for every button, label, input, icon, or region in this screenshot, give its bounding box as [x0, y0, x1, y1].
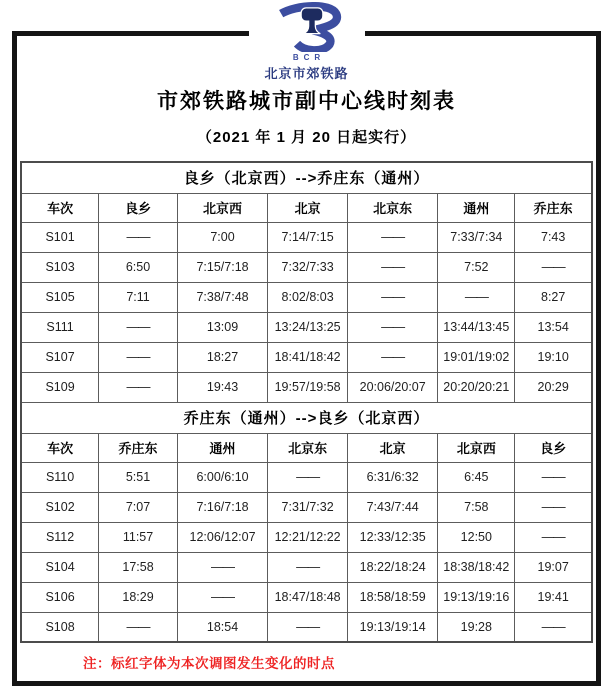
- time-cell: 7:38/7:48: [177, 282, 267, 312]
- column-header: 北京: [348, 433, 438, 462]
- section-title: 良乡（北京西）-->乔庄东（通州）: [21, 162, 592, 193]
- time-cell: ——: [515, 492, 592, 522]
- train-number: S104: [21, 552, 99, 582]
- table-row: [21, 222, 592, 252]
- train-number: S108: [21, 612, 99, 642]
- time-cell: ——: [99, 342, 178, 372]
- table-row: [21, 462, 592, 492]
- time-cell: ——: [438, 282, 515, 312]
- section-header-row: [21, 162, 592, 193]
- time-cell: 6:31/6:32: [348, 462, 438, 492]
- time-cell: 19:57/19:58: [268, 372, 348, 402]
- time-cell: ——: [348, 312, 438, 342]
- brand-logo: [248, 2, 364, 82]
- time-cell: ——: [177, 582, 267, 612]
- time-cell: ——: [348, 342, 438, 372]
- time-cell: ——: [268, 462, 348, 492]
- train-number: S103: [21, 252, 99, 282]
- time-cell: 8:27: [515, 282, 592, 312]
- time-cell: 7:43/7:44: [348, 492, 438, 522]
- time-cell: 13:09: [177, 312, 267, 342]
- time-cell: 7:52: [438, 252, 515, 282]
- time-cell: ——: [348, 282, 438, 312]
- table-row: [21, 312, 592, 342]
- time-cell: 18:38/18:42: [438, 552, 515, 582]
- time-cell: 19:43: [177, 372, 267, 402]
- column-header: 乔庄东: [99, 433, 178, 462]
- section-title: 乔庄东（通州）-->良乡（北京西）: [21, 402, 592, 433]
- time-cell: 7:07: [99, 492, 178, 522]
- train-number: S101: [21, 222, 99, 252]
- border-frame: [12, 31, 601, 686]
- time-cell: 12:50: [438, 522, 515, 552]
- time-cell: 7:00: [177, 222, 267, 252]
- time-cell: 11:57: [99, 522, 178, 552]
- time-cell: ——: [515, 612, 592, 642]
- logo-org-name: 北京市郊铁路: [264, 66, 349, 81]
- train-number: S107: [21, 342, 99, 372]
- time-cell: 13:44/13:45: [438, 312, 515, 342]
- time-cell: ——: [348, 222, 438, 252]
- time-cell: 12:33/12:35: [348, 522, 438, 552]
- table-row: [21, 522, 592, 552]
- column-header: 北京东: [348, 193, 438, 222]
- train-number: S110: [21, 462, 99, 492]
- footnote: 注：标红字体为本次调图发生变化的时点: [83, 656, 335, 671]
- time-cell: ——: [99, 372, 178, 402]
- column-header-row: [21, 193, 592, 222]
- effective-date: （2021 年 1 月 20 日起实行）: [196, 129, 417, 146]
- table-row: [21, 282, 592, 312]
- time-cell: 12:21/12:22: [268, 522, 348, 552]
- time-cell: ——: [268, 612, 348, 642]
- column-header: 车次: [21, 433, 99, 462]
- column-header-row: [21, 433, 592, 462]
- time-cell: 19:28: [438, 612, 515, 642]
- time-cell: 8:02/8:03: [268, 282, 348, 312]
- table-row: [21, 612, 592, 642]
- time-cell: 19:41: [515, 582, 592, 612]
- table-row: [21, 252, 592, 282]
- column-header: 车次: [21, 193, 99, 222]
- time-cell: 20:20/20:21: [438, 372, 515, 402]
- time-cell: ——: [177, 552, 267, 582]
- time-cell: ——: [99, 312, 178, 342]
- time-cell: 18:27: [177, 342, 267, 372]
- time-cell: ——: [99, 222, 178, 252]
- time-cell: 19:13/19:14: [348, 612, 438, 642]
- time-cell: 7:15/7:18: [177, 252, 267, 282]
- time-cell: 20:29: [515, 372, 592, 402]
- time-cell: 18:54: [177, 612, 267, 642]
- table-row: [21, 492, 592, 522]
- train-number: S106: [21, 582, 99, 612]
- timetable-body: [21, 162, 592, 642]
- column-header: 北京西: [438, 433, 515, 462]
- time-cell: 7:32/7:33: [268, 252, 348, 282]
- time-cell: 18:29: [99, 582, 178, 612]
- train-number: S105: [21, 282, 99, 312]
- time-cell: 7:58: [438, 492, 515, 522]
- column-header: 良乡: [515, 433, 592, 462]
- time-cell: 13:54: [515, 312, 592, 342]
- time-cell: 19:07: [515, 552, 592, 582]
- time-cell: 5:51: [99, 462, 178, 492]
- time-cell: 6:00/6:10: [177, 462, 267, 492]
- time-cell: 19:10: [515, 342, 592, 372]
- column-header: 北京: [268, 193, 348, 222]
- time-cell: ——: [515, 522, 592, 552]
- time-cell: 7:33/7:34: [438, 222, 515, 252]
- table-row: [21, 582, 592, 612]
- time-cell: ——: [99, 612, 178, 642]
- time-cell: 18:41/18:42: [268, 342, 348, 372]
- timetable: [20, 161, 593, 643]
- time-cell: ——: [268, 552, 348, 582]
- table-row: [21, 342, 592, 372]
- column-header: 北京东: [268, 433, 348, 462]
- column-header: 通州: [177, 433, 267, 462]
- time-cell: 18:47/18:48: [268, 582, 348, 612]
- time-cell: 20:06/20:07: [348, 372, 438, 402]
- time-cell: ——: [515, 252, 592, 282]
- table-row: [21, 372, 592, 402]
- bcr-railway-logo-icon: [271, 2, 341, 52]
- time-cell: ——: [348, 252, 438, 282]
- time-cell: 7:14/7:15: [268, 222, 348, 252]
- column-header: 良乡: [99, 193, 178, 222]
- time-cell: 18:22/18:24: [348, 552, 438, 582]
- train-number: S102: [21, 492, 99, 522]
- time-cell: 7:16/7:18: [177, 492, 267, 522]
- logo-bcr-text: BCR: [292, 53, 326, 62]
- time-cell: 7:11: [99, 282, 178, 312]
- time-cell: 12:06/12:07: [177, 522, 267, 552]
- train-number: S109: [21, 372, 99, 402]
- time-cell: 6:45: [438, 462, 515, 492]
- time-cell: 18:58/18:59: [348, 582, 438, 612]
- time-cell: 17:58: [99, 552, 178, 582]
- train-number: S112: [21, 522, 99, 552]
- column-header: 通州: [438, 193, 515, 222]
- train-number: S111: [21, 312, 99, 342]
- time-cell: 7:43: [515, 222, 592, 252]
- time-cell: 7:31/7:32: [268, 492, 348, 522]
- time-cell: ——: [515, 462, 592, 492]
- section-header-row: [21, 402, 592, 433]
- time-cell: 13:24/13:25: [268, 312, 348, 342]
- page-title: 市郊铁路城市副中心线时刻表: [157, 90, 456, 113]
- time-cell: 19:13/19:16: [438, 582, 515, 612]
- time-cell: 19:01/19:02: [438, 342, 515, 372]
- column-header: 北京西: [177, 193, 267, 222]
- time-cell: 6:50: [99, 252, 178, 282]
- column-header: 乔庄东: [515, 193, 592, 222]
- table-row: [21, 552, 592, 582]
